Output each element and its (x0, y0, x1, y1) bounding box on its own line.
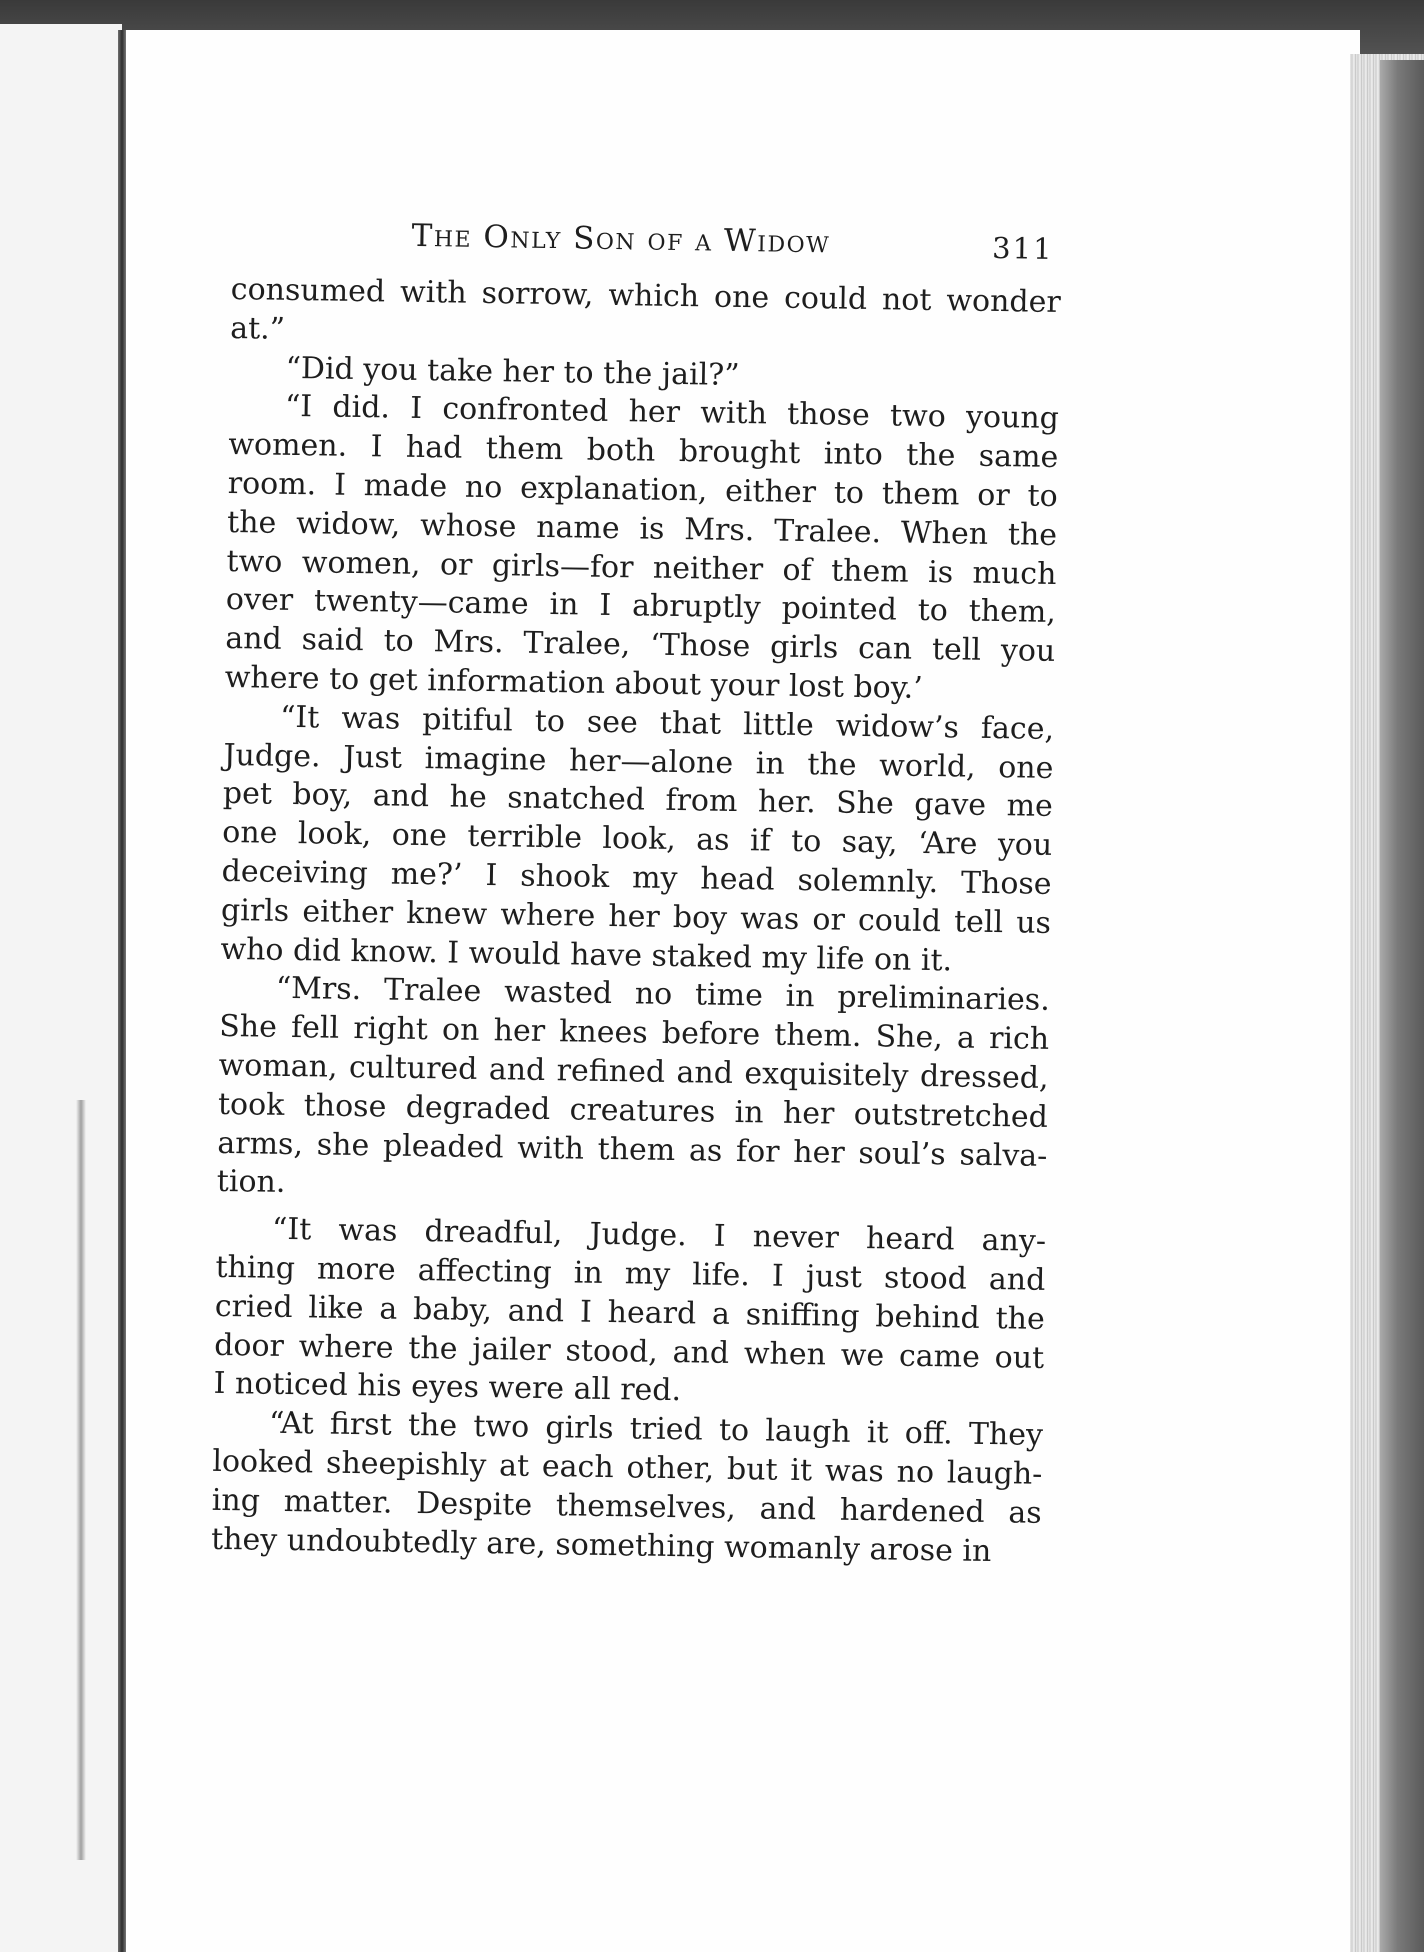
text-line: took those degraded creatures in her outstretched (217, 1086, 1049, 1135)
text-line: tion. (216, 1164, 286, 1201)
text-line: thing more affecting in my life. I just stood and (215, 1249, 1046, 1298)
text-line: who did know. I would have staked my life on it. (220, 931, 953, 978)
text-line: where to get information about your lost boy.’ (224, 659, 924, 706)
running-head: The Only Son of a Widow (411, 217, 831, 261)
left-facing-page (0, 24, 122, 1952)
text-line: “It was pitiful to see that little widow’s face, (279, 699, 1055, 747)
text-line: girls either knew where her boy was or could tell us (220, 892, 1052, 941)
text-line: She fell right on her knees before them. She, a rich (218, 1009, 1050, 1058)
text-line: and said to Mrs. Tralee, ‘Those girls can tell you (225, 621, 1056, 670)
text-line: “Did you take her to the jail?” (285, 350, 740, 393)
book-spine (118, 30, 126, 1952)
text-line: women. I had them both brought into the same (228, 427, 1059, 476)
text-line: I noticed his eyes were all red. (213, 1366, 682, 1409)
text-line: “Mrs. Tralee wasted no time in preliminaries. (275, 971, 1051, 1019)
text-line: consumed with sorrow, which one could not wonder (230, 271, 1062, 321)
paragraph (224, 387, 1059, 710)
text-line: “It was dreadful, Judge. I never heard any- (271, 1211, 1047, 1260)
paragraph (213, 1210, 1046, 1417)
text-line: room. I made no explanation, either to them or to (227, 465, 1058, 514)
gutter-shadow (76, 1100, 86, 1860)
text-line: door where the jailer stood, and when we came out (213, 1327, 1045, 1376)
body-text (211, 271, 1061, 1572)
text-line: the widow, whose name is Mrs. Tralee. When the (226, 504, 1058, 553)
text-line: pet boy, and he snatched from her. She gave me (222, 776, 1054, 825)
text-line: one look, one terrible look, as if to say, ‘Are you (222, 815, 1053, 864)
text-line: looked sheepishly at each other, but it was no laugh- (212, 1443, 1043, 1492)
text-line: arms, she pleaded with them as for her soul’s salva- (217, 1125, 1048, 1174)
text-line: they undoubtedly are, something womanly arose in (210, 1521, 992, 1569)
page-number: 311 (991, 230, 1054, 266)
text-line: cried like a baby, and I heard a sniffing behind the (214, 1288, 1046, 1337)
paragraph (211, 1404, 1043, 1572)
text-line: “I did. I confronted her with those two young (284, 389, 1060, 437)
paragraph (230, 271, 1061, 362)
text-line: at.” (229, 310, 286, 347)
text-line: woman, cultured and refined and exquisitely dressed, (218, 1047, 1049, 1096)
page-edges-shadow (1380, 60, 1424, 1952)
paragraph (220, 698, 1054, 983)
paragraph (216, 969, 1050, 1215)
page-text-block (207, 215, 1062, 1848)
text-line: “At first the two girls tried to laugh it off. They (268, 1405, 1044, 1453)
text-line: over twenty—came in I abruptly pointed to them, (225, 582, 1057, 631)
text-line: Judge. Just imagine her—alone in the world, one (223, 737, 1054, 786)
text-line: two women, or girls—for neither of them is much (226, 543, 1057, 592)
text-line: ing matter. Despite themselves, and hardened as (211, 1482, 1042, 1531)
text-line: deceiving me?’ I shook my head solemnly. Those (221, 853, 1052, 902)
